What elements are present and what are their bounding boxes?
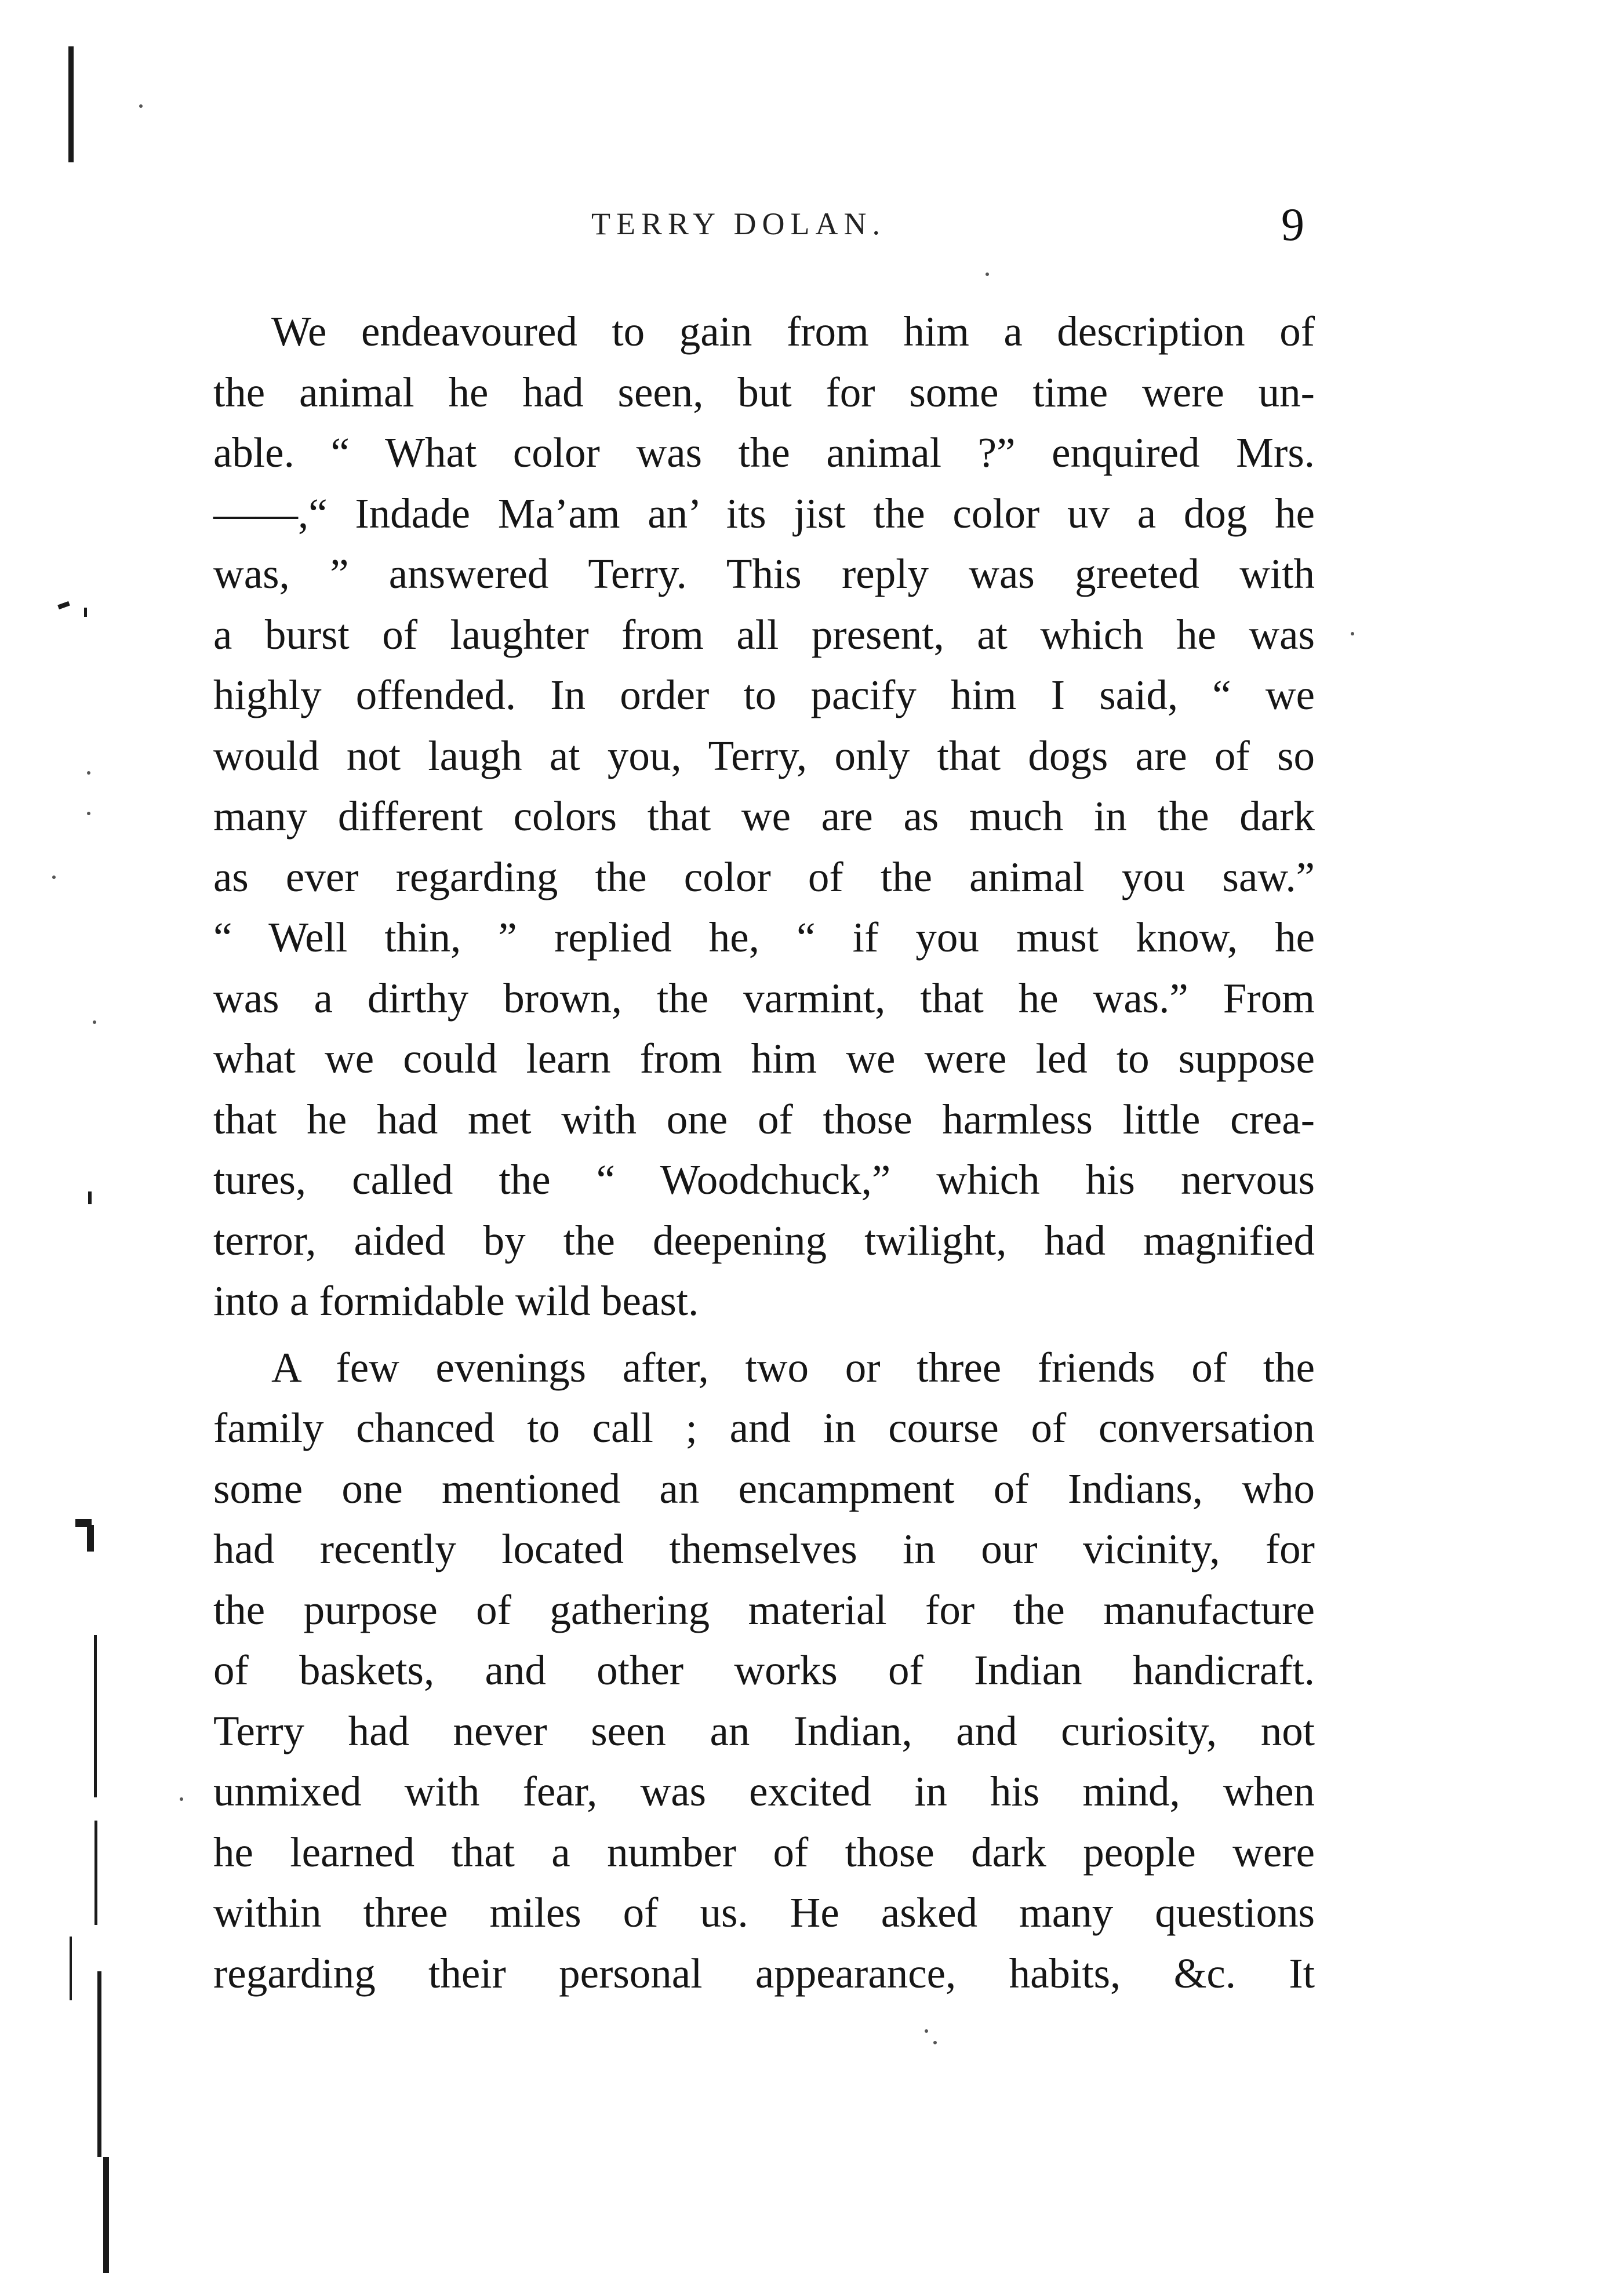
page-header [591, 199, 1304, 258]
speck [139, 104, 143, 108]
binding-mark [97, 1971, 101, 2157]
text-line: A few evenings after, two or three friends of the [271, 1343, 1315, 1391]
speck [52, 875, 56, 879]
text-line: tures, called the “ Woodchuck,” which his nervous [213, 1156, 1315, 1203]
text-line: as ever regarding the color of the animal you saw.” [213, 853, 1315, 900]
text-line: family chanced to call ; and in course of conversation [213, 1404, 1315, 1451]
speck [933, 2041, 937, 2044]
speck [180, 1797, 183, 1801]
text-line: many different colors that we are as much in the dark [213, 793, 1315, 840]
text-line: was, ” answered Terry. This reply was greeted with [213, 550, 1315, 597]
body-text [213, 301, 1315, 2004]
binding-mark [70, 1937, 72, 2000]
text-line: would not laugh at you, Terry, only that dogs are of so [213, 732, 1315, 779]
paragraph-1 [213, 301, 1315, 1332]
text-line: Terry had never seen an Indian, and curiosity, not [213, 1707, 1315, 1754]
binding-mark [57, 601, 70, 609]
binding-mark [68, 46, 74, 162]
speck [925, 2029, 928, 2033]
text-line: within three miles of us. He asked many questions [213, 1889, 1315, 1936]
text-line: “ Well thin, ” replied he, “ if you must know, he [213, 914, 1315, 961]
text-line: had recently located themselves in our vicinity, for [213, 1525, 1315, 1572]
text-line: what we could learn from him we were led to suppose [213, 1035, 1315, 1082]
speck [93, 1020, 96, 1024]
binding-mark [94, 1821, 97, 1925]
text-line: We endeavoured to gain from him a description of [271, 308, 1315, 355]
paragraph-2 [213, 1338, 1315, 2004]
binding-mark [88, 1191, 92, 1204]
paragraph-gap [213, 1332, 1315, 1338]
binding-mark [87, 1525, 94, 1552]
text-line: able. “ What color was the animal ?” enquired Mrs. [213, 429, 1315, 476]
text-line: the animal he had seen, but for some time were un- [213, 368, 1315, 416]
running-head: TERRY DOLAN. [591, 206, 886, 241]
text-line: he learned that a number of those dark people were [213, 1828, 1315, 1876]
text-line: unmixed with fear, was excited in his mind, when [213, 1768, 1315, 1815]
speck [87, 812, 90, 815]
speck [986, 273, 989, 276]
text-line: was a dirthy brown, the varmint, that he was.” From [213, 974, 1315, 1022]
speck [1351, 632, 1354, 635]
text-line: some one mentioned an encampment of Indians, who [213, 1465, 1315, 1512]
text-line: a burst of laughter from all present, at which he was [213, 611, 1315, 658]
text-line: highly offended. In order to pacify him I said, “ we [213, 671, 1315, 718]
binding-mark [103, 2157, 109, 2273]
text-line: into a formidable wild beast. [213, 1277, 699, 1324]
binding-mark [84, 608, 87, 617]
text-line: that he had met with one of those harmless little crea- [213, 1095, 1315, 1143]
text-line: the purpose of gathering material for the manufacture [213, 1586, 1315, 1633]
text-line: terror, aided by the deepening twilight, had magnified [213, 1216, 1315, 1264]
binding-mark [94, 1635, 97, 1797]
text-line: regarding their personal appearance, habits, &c. It [213, 1949, 1315, 1997]
speck [87, 771, 90, 775]
text-line: ——,“ Indade Ma’am an’ its jist the color uv a dog he [213, 489, 1315, 537]
text-line: of baskets, and other works of Indian handicraft. [213, 1647, 1315, 1694]
page-number: 9 [1281, 199, 1304, 250]
